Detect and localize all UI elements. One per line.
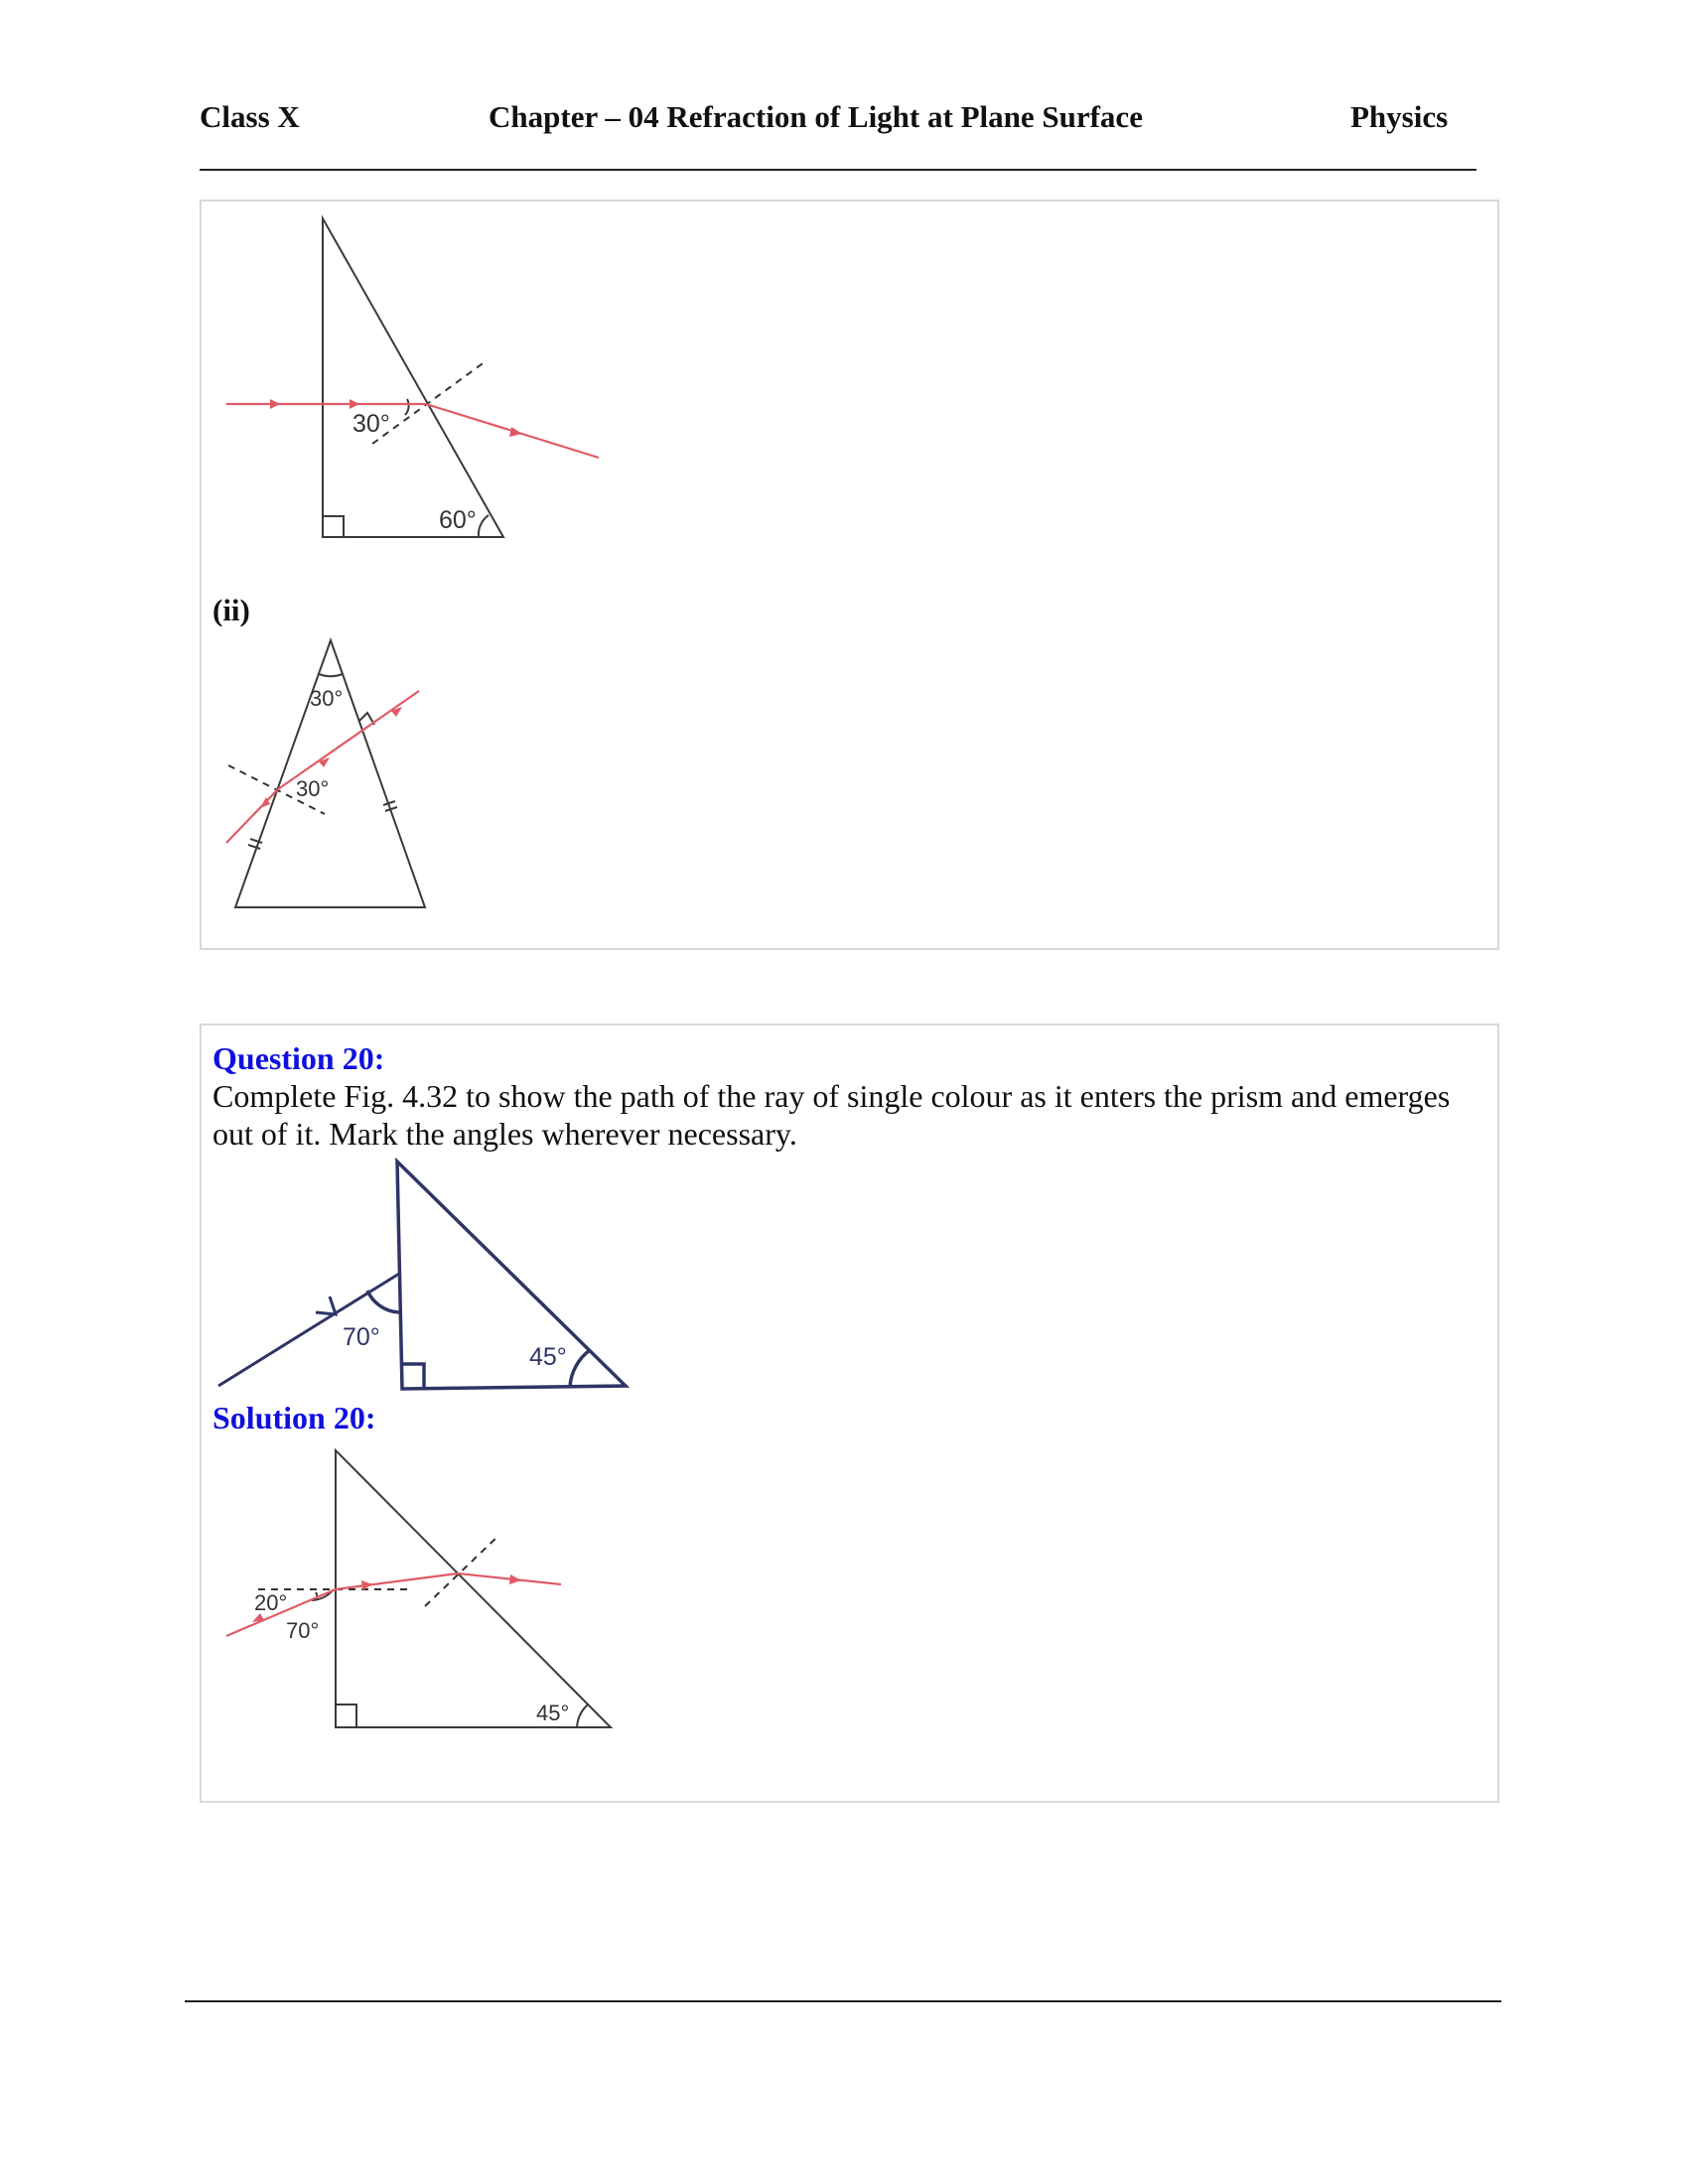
sol-angle-45: 45° bbox=[536, 1701, 570, 1725]
part-label-ii: (ii) bbox=[212, 593, 250, 627]
angle-label-apex-30: 30° bbox=[310, 686, 344, 711]
fig-angle-45: 45° bbox=[529, 1343, 567, 1371]
angle-label-refraction-30: 30° bbox=[296, 776, 330, 801]
solution-title: Solution 20: bbox=[212, 1400, 376, 1435]
header-subject: Physics bbox=[1350, 99, 1449, 134]
question-text: Complete Fig. 4.32 to show the path of the ray of single colour as it enters the prism and emerges out of it. Mark the angles wherever necessary. bbox=[212, 1078, 1451, 1152]
header-chapter: Chapter – 04 Refraction of Light at Plane Surface bbox=[489, 99, 1143, 134]
question-title: Question 20: bbox=[212, 1040, 385, 1076]
prism-s20-outline bbox=[312, 1450, 611, 1727]
fig-angle-70: 70° bbox=[343, 1323, 380, 1351]
normal-s20 bbox=[258, 1536, 498, 1606]
header-class: Class X bbox=[200, 99, 300, 134]
angle-label-60: 60° bbox=[439, 506, 477, 534]
angle-label-30: 30° bbox=[352, 410, 390, 438]
footer-divider bbox=[185, 2000, 1501, 2002]
sol-angle-20: 20° bbox=[254, 1590, 288, 1615]
sol-angle-70: 70° bbox=[286, 1618, 320, 1643]
